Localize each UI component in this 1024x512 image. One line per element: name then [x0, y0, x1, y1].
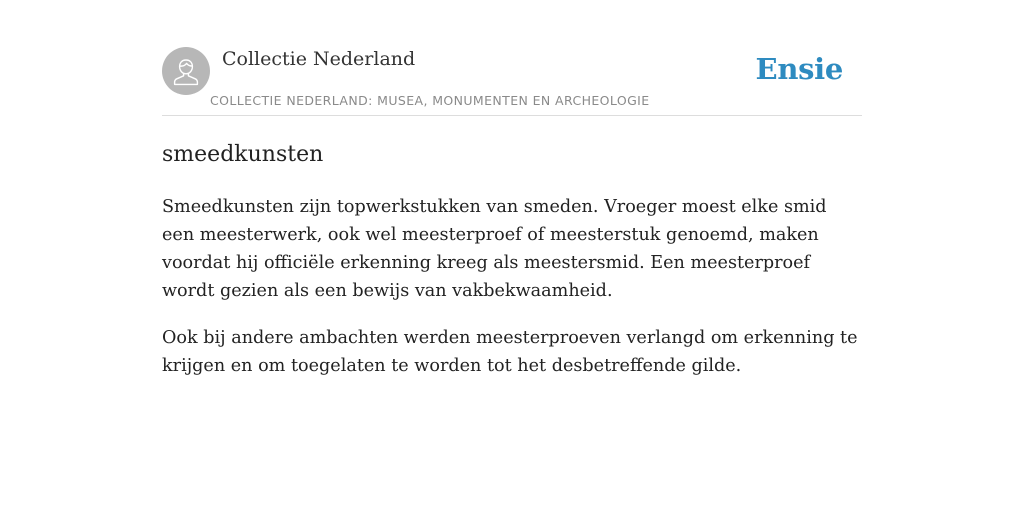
author-name[interactable]: Collectie Nederland	[222, 48, 416, 70]
source-label[interactable]: COLLECTIE NEDERLAND: MUSEA, MONUMENTEN EN ARCHEOLOGIE	[210, 93, 650, 108]
entry-body	[162, 193, 862, 380]
avatar[interactable]	[162, 47, 210, 95]
brand-logo[interactable]: Ensie	[755, 52, 843, 86]
entry-paragraph: Ook bij andere ambachten werden meesterproeven verlangd om erkenning te krijgen en om toegelaten te worden tot het desbetreffende gilde.	[162, 328, 858, 376]
entry-title: smeedkunsten	[162, 142, 324, 167]
user-avatar-icon	[162, 47, 210, 95]
entry-paragraph: Smeedkunsten zijn topwerkstukken van smeden. Vroeger moest elke smid een meesterwerk, ook wel meesterproef of meesterstuk genoemd, maken voordat hij officiële erkenning kreeg als meestersmid. Een meesterproef wordt gezien als een bewijs van vakbekwaamheid.	[162, 197, 827, 301]
entry-header	[162, 47, 862, 116]
page	[162, 0, 862, 380]
